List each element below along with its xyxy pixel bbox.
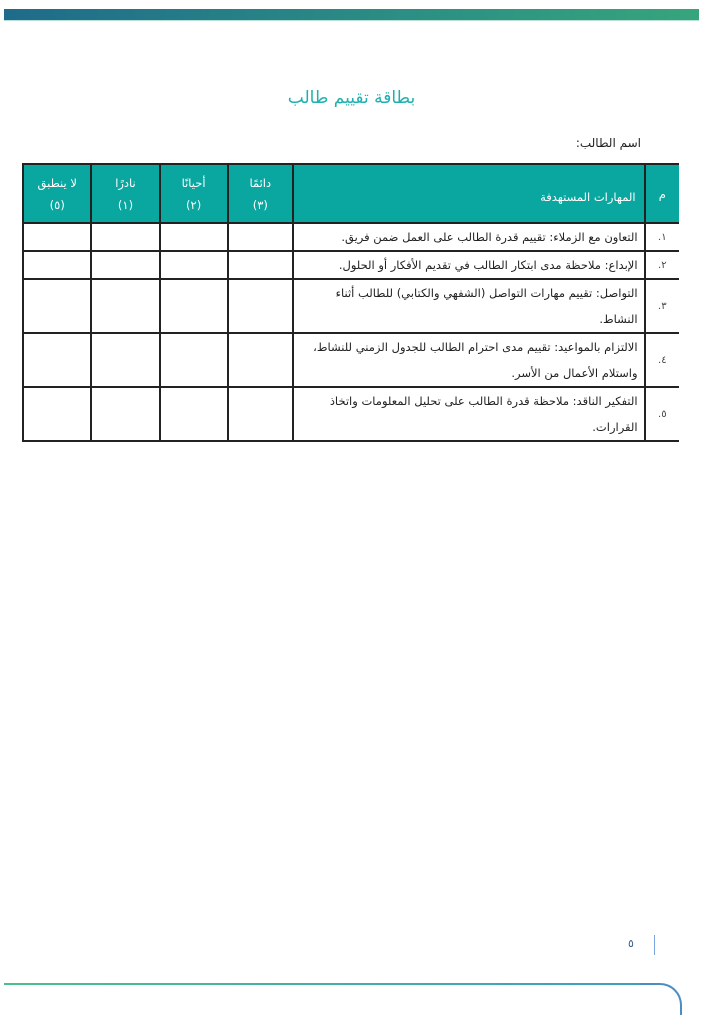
rating-cell-rarely[interactable] xyxy=(91,333,159,387)
row-number: ٢. xyxy=(645,251,679,279)
page-number: ٥ xyxy=(628,937,634,950)
header-sometimes-score: (٢) xyxy=(186,197,202,212)
header-number xyxy=(645,164,679,223)
row-number: ٤. xyxy=(645,333,679,387)
rating-cell-sometimes[interactable] xyxy=(160,387,228,441)
table-row xyxy=(23,333,679,387)
rating-cell-always[interactable] xyxy=(228,333,293,387)
footer-curve xyxy=(640,983,682,1015)
row-skill: التفكير الناقد: ملاحظة قدرة الطالب على تحليل المعلومات واتخاذ القرارات. xyxy=(293,387,645,441)
table-row xyxy=(23,251,679,279)
rating-cell-rarely[interactable] xyxy=(91,387,159,441)
student-name-label: اسم الطالب: xyxy=(575,136,641,150)
rating-cell-always[interactable] xyxy=(228,251,293,279)
header-skill-label: المهارات المستهدفة xyxy=(540,189,636,204)
header-not-applicable xyxy=(23,164,91,223)
header-sometimes-label: أحيانًا xyxy=(181,175,206,190)
evaluation-table xyxy=(22,163,679,442)
header-rarely xyxy=(91,164,159,223)
row-skill: التعاون مع الزملاء: تقييم قدرة الطالب على العمل ضمن فريق. xyxy=(293,223,645,251)
table-row xyxy=(23,279,679,333)
header-always xyxy=(228,164,293,223)
header-number-label: م xyxy=(658,186,666,201)
header-rarely-label: نادرًا xyxy=(115,175,136,190)
header-always-label: دائمًا xyxy=(249,175,272,190)
row-skill: الالتزام بالمواعيد: تقييم مدى احترام الطالب للجدول الزمني للنشاط، واستلام الأعمال من الأسر. xyxy=(293,333,645,387)
footer-line xyxy=(4,983,660,985)
header-skill xyxy=(293,164,645,223)
header-sometimes xyxy=(160,164,228,223)
rating-cell-always[interactable] xyxy=(228,223,293,251)
rating-cell-not-applicable[interactable] xyxy=(23,251,91,279)
header-gradient-bar xyxy=(4,9,699,21)
rating-cell-not-applicable[interactable] xyxy=(23,279,91,333)
rating-cell-not-applicable[interactable] xyxy=(23,223,91,251)
rating-cell-rarely[interactable] xyxy=(91,223,159,251)
rating-cell-sometimes[interactable] xyxy=(160,223,228,251)
header-rarely-score: (١) xyxy=(117,197,134,212)
header-always-score: (٣) xyxy=(252,197,268,212)
rating-cell-not-applicable[interactable] xyxy=(23,387,91,441)
rating-cell-rarely[interactable] xyxy=(91,279,159,333)
table-header-row xyxy=(23,164,679,223)
header-not-applicable-score: (٥) xyxy=(49,197,65,212)
page-title: بطاقة تقييم طالب xyxy=(287,88,416,108)
rating-cell-always[interactable] xyxy=(228,279,293,333)
row-number: ٥. xyxy=(645,387,679,441)
row-skill: الإبداع: ملاحظة مدى ابتكار الطالب في تقديم الأفكار أو الحلول. xyxy=(293,251,645,279)
rating-cell-sometimes[interactable] xyxy=(160,251,228,279)
rating-cell-rarely[interactable] xyxy=(91,251,159,279)
table-row xyxy=(23,387,679,441)
row-number: ٣. xyxy=(645,279,679,333)
page-number-divider xyxy=(654,935,655,955)
rating-cell-always[interactable] xyxy=(228,387,293,441)
row-number: ١. xyxy=(645,223,679,251)
row-skill: التواصل: تقييم مهارات التواصل (الشفهي والكتابي) للطالب أثناء النشاط. xyxy=(293,279,645,333)
rating-cell-sometimes[interactable] xyxy=(160,333,228,387)
rating-cell-not-applicable[interactable] xyxy=(23,333,91,387)
rating-cell-sometimes[interactable] xyxy=(160,279,228,333)
header-not-applicable-label: لا ينطبق xyxy=(37,175,77,190)
table-row xyxy=(23,223,679,251)
